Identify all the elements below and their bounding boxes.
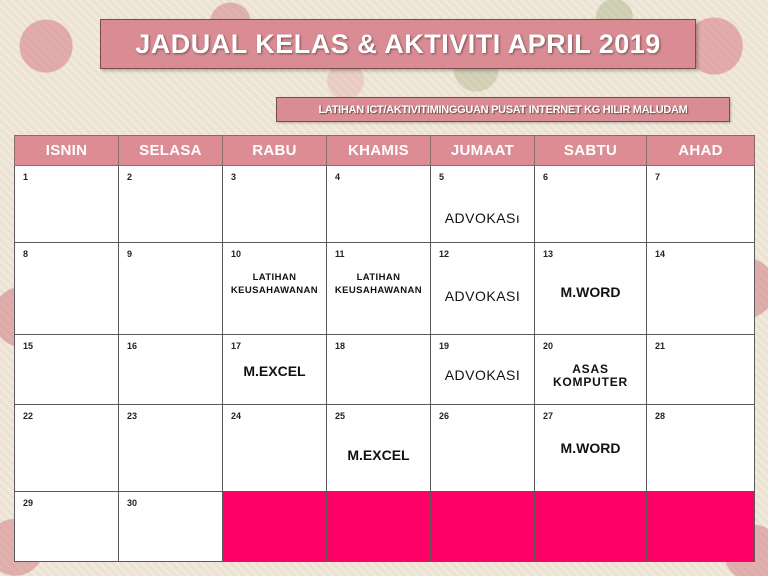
day-number: 12 [439, 249, 450, 259]
day-number: 7 [655, 172, 661, 182]
day-cell [15, 492, 119, 562]
day-cell [431, 335, 535, 405]
weekday-header: JUMAAT [431, 136, 535, 166]
day-cell [535, 405, 647, 492]
day-number: 8 [23, 249, 29, 259]
day-cell [327, 405, 431, 492]
activity-label: ADVOKASı [444, 210, 521, 226]
day-cell [119, 166, 223, 243]
day-number: 15 [23, 341, 34, 351]
day-cell [15, 166, 119, 243]
day-cell [119, 492, 223, 562]
empty-cell [535, 492, 647, 562]
day-number: 30 [127, 498, 138, 508]
day-number: 4 [335, 172, 341, 182]
empty-cell [223, 492, 327, 562]
day-number: 20 [543, 341, 554, 351]
day-cell [431, 166, 535, 243]
day-cell [327, 243, 431, 335]
title-banner [100, 19, 696, 69]
activity-line: KEUSAHAWANAN [230, 285, 319, 296]
day-number: 28 [655, 411, 666, 421]
activity-label: M.WORD [560, 440, 621, 456]
day-number: 10 [231, 249, 242, 259]
day-number: 21 [655, 341, 666, 351]
page-title: JADUAL KELAS & AKTIVITI APRIL 2019 [135, 28, 661, 59]
day-number: 22 [23, 411, 34, 421]
day-number: 25 [335, 411, 346, 421]
activity-line: ASAS [572, 362, 609, 376]
day-number: 27 [543, 411, 554, 421]
day-number: 29 [23, 498, 34, 508]
day-cell [431, 405, 535, 492]
day-cell [15, 405, 119, 492]
day-cell [535, 243, 647, 335]
day-cell [223, 243, 327, 335]
activity-label: M.WORD [560, 284, 621, 300]
weekday-header: KHAMIS [327, 136, 431, 166]
day-cell [15, 335, 119, 405]
day-cell [119, 335, 223, 405]
week-row [15, 335, 755, 405]
empty-cell [431, 492, 535, 562]
weekday-header: SABTU [535, 136, 647, 166]
day-cell [15, 243, 119, 335]
day-cell [535, 335, 647, 405]
activity-label: M.EXCEL [347, 447, 410, 463]
week-row [15, 243, 755, 335]
day-number: 1 [23, 172, 29, 182]
empty-cell [647, 492, 755, 562]
activity-label [535, 363, 646, 389]
page-subtitle: LATIHAN ICT/AKTIVITIMINGGUAN PUSAT INTERNET KG HILIR MALUDAM [318, 103, 688, 116]
day-number: 17 [231, 341, 242, 351]
day-number: 9 [127, 249, 133, 259]
day-cell [119, 243, 223, 335]
activity-line: KOMPUTER [552, 375, 629, 389]
activity-line: KEUSAHAWANAN [334, 285, 423, 296]
week-row [15, 492, 755, 562]
activity-line: LATIHAN [356, 272, 401, 283]
day-cell [647, 243, 755, 335]
week-row [15, 405, 755, 492]
day-number: 11 [335, 249, 345, 259]
day-number: 14 [655, 249, 666, 259]
day-number: 26 [439, 411, 450, 421]
weekday-header: SELASA [119, 136, 223, 166]
day-number: 18 [335, 341, 346, 351]
day-cell [223, 405, 327, 492]
activity-label: M.EXCEL [243, 363, 306, 379]
weekday-header: AHAD [647, 136, 755, 166]
weekday-header: RABU [223, 136, 327, 166]
activity-label [223, 271, 326, 297]
activity-label: ADVOKASI [444, 288, 521, 304]
day-number: 16 [127, 341, 138, 351]
weekday-header-row [15, 136, 755, 166]
day-cell [647, 166, 755, 243]
day-number: 6 [543, 172, 549, 182]
day-cell [223, 166, 327, 243]
day-cell [647, 335, 755, 405]
day-number: 19 [439, 341, 450, 351]
day-cell [223, 335, 327, 405]
day-number: 23 [127, 411, 138, 421]
day-number: 3 [231, 172, 237, 182]
day-number: 13 [543, 249, 554, 259]
subtitle-banner [276, 97, 730, 122]
activity-line: LATIHAN [252, 272, 297, 283]
calendar-table [14, 135, 755, 562]
day-cell [431, 243, 535, 335]
day-cell [535, 166, 647, 243]
day-cell [327, 166, 431, 243]
day-number: 2 [127, 172, 133, 182]
day-cell [647, 405, 755, 492]
day-number: 5 [439, 172, 445, 182]
weekday-header: ISNIN [15, 136, 119, 166]
day-cell [327, 335, 431, 405]
week-row [15, 166, 755, 243]
day-number: 24 [231, 411, 242, 421]
activity-label [327, 271, 430, 297]
activity-label: ADVOKASI [444, 367, 521, 383]
day-cell [119, 405, 223, 492]
empty-cell [327, 492, 431, 562]
